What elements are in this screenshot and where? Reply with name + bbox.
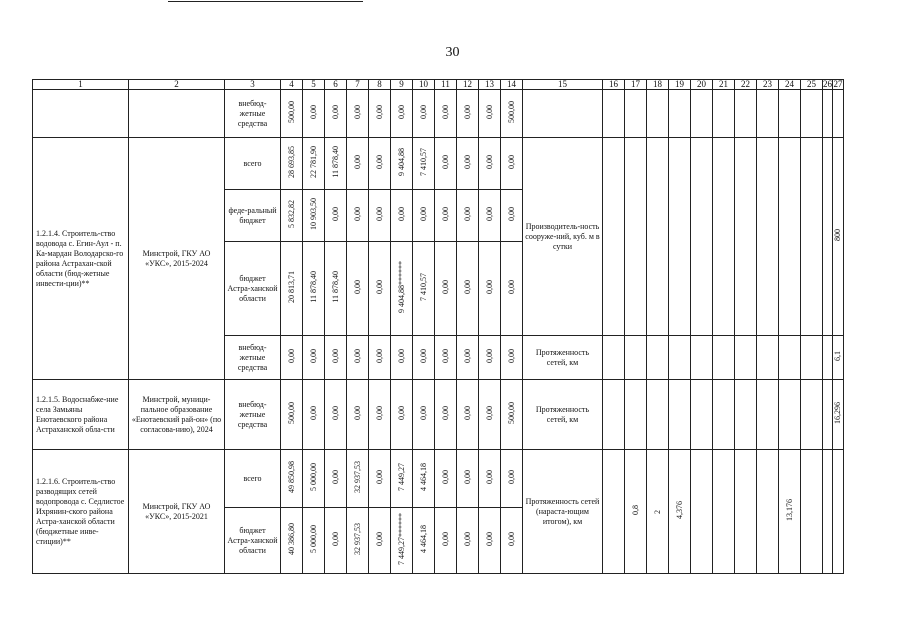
value-cell: 28 693,85	[286, 146, 296, 178]
header-cell: 16	[603, 80, 625, 90]
value-cell: 0,00	[462, 532, 472, 546]
header-cell: 4	[281, 80, 303, 90]
table-row	[33, 90, 844, 138]
project-name-cell: 1.2.1.5. Водоснабже-ние села Замьяны Енотаевского района Астраханской обла-сти	[33, 380, 129, 450]
value-cell: 0,00	[374, 406, 384, 420]
value-cell: 0,00	[506, 155, 516, 169]
header-cell: 21	[713, 80, 735, 90]
funding-source-cell: всего	[225, 450, 281, 508]
value-cell: 500,00	[506, 402, 516, 424]
header-cell: 26	[823, 79, 832, 89]
funding-source-cell: внебюд-жетные средства	[225, 380, 281, 450]
header-cell: 10	[413, 80, 435, 90]
value-cell: 0,00	[396, 207, 406, 221]
value-cell: 0,00	[440, 532, 450, 546]
project-name-cell: 1.2.1.6. Строитель-ство разводящих сетей водопровода с. Седлистое Ихрянин-ского района Астра-ханской области (бюджетные инве-стиции)**	[33, 450, 129, 574]
indicator-value: 6,1	[833, 351, 842, 361]
value-cell: 32 937,53	[352, 523, 362, 555]
indicator-value: 0,8	[630, 505, 640, 515]
value-cell: 9 404,88	[396, 148, 406, 176]
value-cell: 0,00	[374, 470, 384, 484]
header-cell: 7	[347, 80, 369, 90]
indicator-cell: Производитель-ность сооруже-ний, куб. м в сутки	[523, 138, 603, 336]
funding-source-cell: внебюд-жетные средства	[225, 336, 281, 380]
value-cell: 0,00	[330, 406, 340, 420]
funding-source-cell: внебюд-жетные средства	[225, 90, 281, 138]
value-cell: 7 449,27******	[396, 513, 406, 565]
value-cell: 0,00	[308, 105, 318, 119]
value-cell: 0,00	[506, 470, 516, 484]
value-cell: 0,00	[462, 406, 472, 420]
header-cell: 12	[457, 80, 479, 90]
value-cell: 0,00	[484, 470, 494, 484]
budget-table	[32, 79, 844, 574]
value-cell: 32 937,53	[352, 461, 362, 493]
header-cell: 15	[523, 80, 603, 90]
value-cell: 0,00	[374, 155, 384, 169]
value-cell: 0,00	[396, 105, 406, 119]
value-cell: 0,00	[484, 406, 494, 420]
value-cell: 0,00	[506, 280, 516, 294]
project-name-cell: 1.2.1.4. Строитель-ство водовода с. Егин-Аул - п. Ка-мардан Володарско-го района Астрахан-ской области (бюд-жетные инвести-ции)**	[33, 138, 129, 380]
value-cell: 0,00	[440, 280, 450, 294]
funding-source-cell: бюджет Астра-ханской области	[225, 508, 281, 574]
header-cell: 13	[479, 80, 501, 90]
value-cell: 11 878,40	[330, 146, 340, 178]
value-cell: 500,00	[286, 101, 296, 123]
value-cell: 0,00	[440, 349, 450, 363]
value-cell: 0,00	[330, 207, 340, 221]
value-cell: 0,00	[440, 105, 450, 119]
header-cell: 22	[735, 80, 757, 90]
value-cell: 0,00	[396, 406, 406, 420]
value-cell: 5 000,00	[308, 463, 318, 491]
page-number: 30	[445, 45, 460, 60]
value-cell: 0,00	[484, 532, 494, 546]
indicator-value: 800	[833, 229, 842, 241]
header-cell: 9	[391, 80, 413, 90]
value-cell: 4 464,18	[418, 525, 428, 553]
top-rule	[168, 1, 363, 2]
value-cell: 0,00	[396, 349, 406, 363]
header-cell: 24	[779, 80, 801, 90]
header-cell: 11	[435, 80, 457, 90]
value-cell: 11 878,40	[330, 271, 340, 303]
value-cell: 0,00	[462, 207, 472, 221]
value-cell: 11 878,40	[308, 271, 318, 303]
value-cell: 0,00	[308, 406, 318, 420]
value-cell: 0,00	[374, 105, 384, 119]
value-cell: 0,00	[462, 280, 472, 294]
value-cell: 0,00	[352, 280, 362, 294]
value-cell: 0,00	[462, 155, 472, 169]
value-cell: 4 464,18	[418, 463, 428, 491]
value-cell: 10 903,50	[308, 198, 318, 230]
value-cell: 0,00	[506, 532, 516, 546]
value-cell: 0,00	[330, 532, 340, 546]
executor-cell	[129, 90, 225, 138]
value-cell: 0,00	[484, 349, 494, 363]
value-cell: 0,00	[352, 155, 362, 169]
value-cell: 0,00	[374, 207, 384, 221]
header-cell: 2	[129, 80, 225, 90]
value-cell: 0,00	[330, 105, 340, 119]
value-cell: 0,00	[440, 470, 450, 484]
header-cell: 3	[225, 80, 281, 90]
value-cell: 0,00	[352, 207, 362, 221]
value-cell: 20 813,71	[286, 271, 296, 303]
value-cell: 5 000,00	[308, 525, 318, 553]
value-cell: 40 386,80	[286, 523, 296, 555]
indicator-cell: Протяженность сетей, км	[523, 336, 603, 380]
header-cell: 20	[691, 80, 713, 90]
value-cell: 0,00	[418, 105, 428, 119]
value-cell: 7 410,57	[418, 148, 428, 176]
header-cell: 6	[325, 80, 347, 90]
value-cell: 0,00	[440, 155, 450, 169]
value-cell: 5 832,82	[286, 200, 296, 228]
table-row	[33, 380, 844, 450]
value-cell: 0,00	[462, 470, 472, 484]
value-cell: 0,00	[352, 406, 362, 420]
funding-source-cell: феде-ральный бюджет	[225, 190, 281, 242]
value-cell: 0,00	[352, 105, 362, 119]
value-cell: 0,00	[484, 207, 494, 221]
indicator-value: 4,376	[674, 501, 684, 519]
header-cell: 5	[303, 80, 325, 90]
funding-source-cell: бюджет Астра-ханской области	[225, 242, 281, 336]
indicator-value: 13,176	[784, 499, 794, 521]
value-cell: 0,00	[418, 349, 428, 363]
executor-cell: Минстрой, ГКУ АО «УКС», 2015-2021	[129, 450, 225, 574]
value-cell: 0,00	[352, 349, 362, 363]
value-cell: 0,00	[330, 349, 340, 363]
indicator-cell: Протяженность сетей, км	[523, 380, 603, 450]
value-cell: 0,00	[440, 207, 450, 221]
value-cell: 0,00	[418, 406, 428, 420]
value-cell: 500,00	[506, 101, 516, 123]
value-cell: 0,00	[374, 532, 384, 546]
value-cell: 0,00	[286, 349, 296, 363]
table-row	[33, 138, 844, 190]
header-cell: 17	[625, 80, 647, 90]
header-cell: 23	[757, 80, 779, 90]
indicator-cell: Протяженность сетей (нараста-ющим итогом), км	[523, 450, 603, 574]
value-cell: 0,00	[484, 155, 494, 169]
value-cell: 500,00	[286, 402, 296, 424]
header-cell: 8	[369, 80, 391, 90]
header-row	[33, 80, 844, 90]
value-cell: 0,00	[484, 105, 494, 119]
funding-source-cell: всего	[225, 138, 281, 190]
value-cell: 0,00	[506, 349, 516, 363]
value-cell: 7 410,57	[418, 273, 428, 301]
indicator-value: 16,296	[833, 402, 842, 424]
value-cell: 0,00	[418, 207, 428, 221]
header-cell: 1	[33, 80, 129, 90]
value-cell: 49 850,98	[286, 461, 296, 493]
value-cell: 7 449,27	[396, 463, 406, 491]
value-cell: 0,00	[308, 349, 318, 363]
header-cell: 14	[501, 80, 523, 90]
header-cell: 25	[801, 80, 823, 90]
header-cell: 18	[647, 80, 669, 90]
indicator-value: 2	[652, 509, 662, 514]
table-row	[33, 450, 844, 508]
value-cell: 0,00	[484, 280, 494, 294]
header-cell: 19	[669, 80, 691, 90]
value-cell: 9 404,88******	[396, 261, 406, 313]
value-cell: 0,00	[462, 105, 472, 119]
value-cell: 0,00	[374, 280, 384, 294]
header-cell: 27	[833, 79, 843, 89]
value-cell: 0,00	[440, 406, 450, 420]
value-cell: 0,00	[506, 207, 516, 221]
value-cell: 0,00	[374, 349, 384, 363]
executor-cell: Минстрой, ГКУ АО «УКС», 2015-2024	[129, 138, 225, 380]
value-cell: 0,00	[330, 470, 340, 484]
project-name-cell	[33, 90, 129, 138]
value-cell: 0,00	[462, 349, 472, 363]
value-cell: 22 781,90	[308, 146, 318, 178]
executor-cell: Минстрой, муници-пальное образование «Енотаевский рай-он» (по согласова-нию), 2024	[129, 380, 225, 450]
